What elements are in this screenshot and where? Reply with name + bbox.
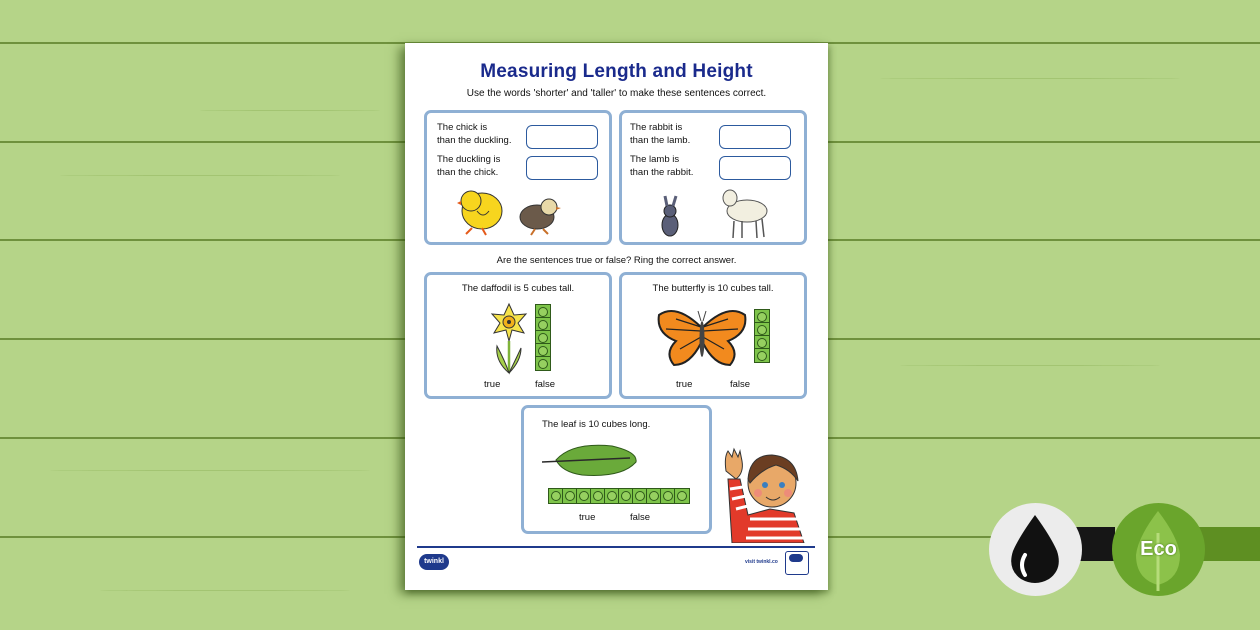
wood-grain xyxy=(60,175,340,176)
ink-badge[interactable] xyxy=(989,503,1082,596)
statement-text: The butterfly is 10 cubes tall. xyxy=(652,283,774,294)
answer-box[interactable] xyxy=(526,156,598,180)
daffodil-illustration xyxy=(487,301,531,376)
wood-grain xyxy=(200,110,380,111)
sentence-text: The lamb is than the rabbit. xyxy=(630,154,694,178)
worksheet-preview xyxy=(405,43,828,590)
instruction-text: Use the words 'shorter' and 'taller' to make these sentences correct. xyxy=(466,88,767,99)
wood-grain xyxy=(50,470,370,471)
worksheet-title: Measuring Length and Height xyxy=(480,61,753,82)
wood-grain xyxy=(900,365,1160,366)
false-option[interactable]: false xyxy=(730,379,751,390)
rabbit-lamb-illustration xyxy=(652,183,782,241)
cube-row xyxy=(548,488,690,504)
question-box-chick xyxy=(424,110,612,245)
question-box-leaf xyxy=(521,405,712,534)
twinkl-badge-icon xyxy=(785,551,809,575)
answer-box[interactable] xyxy=(719,156,791,180)
false-option[interactable]: false xyxy=(535,379,556,390)
footer-divider xyxy=(417,546,815,548)
sentence-text: The rabbit is than the lamb. xyxy=(630,122,691,146)
question-box-butterfly xyxy=(619,272,807,399)
butterfly-illustration xyxy=(656,307,748,369)
question-box-daffodil xyxy=(424,272,612,399)
statement-text: The daffodil is 5 cubes tall. xyxy=(461,283,575,294)
sentence-text: The chick is than the duckling. xyxy=(437,122,512,146)
statement-text: The leaf is 10 cubes long. xyxy=(542,419,651,430)
cube-stack xyxy=(754,309,770,363)
answer-box[interactable] xyxy=(719,125,791,149)
twinkl-logo: twinkl xyxy=(419,554,449,570)
true-option[interactable]: true xyxy=(484,379,501,390)
question-box-rabbit xyxy=(619,110,807,245)
false-option[interactable]: false xyxy=(630,512,651,523)
answer-box[interactable] xyxy=(526,125,598,149)
true-option[interactable]: true xyxy=(579,512,596,523)
cube-stack xyxy=(535,304,551,371)
visit-link-text: visit twinkl.co xyxy=(745,559,778,565)
sentence-text: The duckling is than the chick. xyxy=(437,154,501,178)
ink-drop-icon xyxy=(989,503,1082,596)
instruction-text: Are the sentences true or false? Ring the correct answer. xyxy=(496,255,737,266)
eco-label: Eco xyxy=(1140,538,1177,560)
leaf-illustration xyxy=(542,440,642,480)
wood-grain xyxy=(880,78,1180,79)
waving-boy-illustration xyxy=(710,443,810,543)
wood-grain xyxy=(100,590,350,591)
true-option[interactable]: true xyxy=(676,379,693,390)
chick-duckling-illustration xyxy=(457,185,577,239)
